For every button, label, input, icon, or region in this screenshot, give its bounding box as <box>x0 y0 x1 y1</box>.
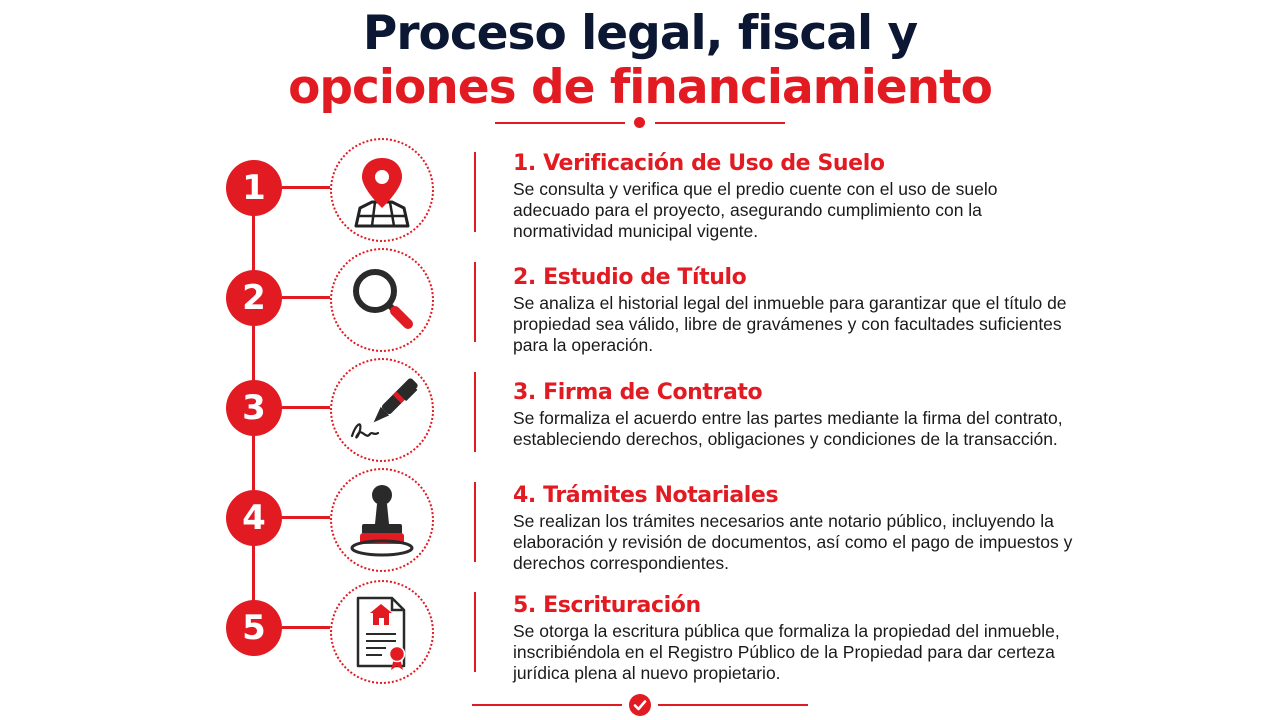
footer-divider-right <box>658 704 808 706</box>
step-text <box>513 264 1073 356</box>
step-text <box>513 482 1073 574</box>
step-description: Se consulta y verifica que el predio cuente con el uso de suelo adecuado para el proyecto, asegurando cumplimiento con la normatividad municipal vigente. <box>513 179 998 241</box>
step-icon-circle <box>330 138 434 242</box>
magnifying-glass-icon <box>342 260 422 340</box>
step-title: 3. Firma de Contrato <box>513 380 763 405</box>
step-accent-bar <box>474 592 476 672</box>
pen-signature-icon <box>342 370 422 450</box>
step-icon-circle <box>330 468 434 572</box>
step-title: 4. Trámites Notariales <box>513 483 779 508</box>
step-description: Se analiza el historial legal del inmueble para garantizar que el título de propiedad sea válido, libre de gravámenes y con facultades suficientes para la operación. <box>513 293 1067 355</box>
title-divider-left <box>495 122 625 124</box>
step-icon-circle <box>330 580 434 684</box>
step-number-badge: 1 <box>226 160 282 216</box>
step-accent-bar <box>474 372 476 452</box>
step-connector <box>282 406 330 409</box>
stamp-icon <box>342 480 422 560</box>
step-connector <box>282 186 330 189</box>
deed-document-icon <box>342 592 422 672</box>
step-number-badge: 2 <box>226 270 282 326</box>
step-title: 1. Verificación de Uso de Suelo <box>513 151 885 176</box>
title-divider-right <box>655 122 785 124</box>
step-accent-bar <box>474 262 476 342</box>
step-text <box>513 592 1073 684</box>
step-connector <box>282 516 330 519</box>
step-number-badge: 3 <box>226 380 282 436</box>
step-number-badge: 4 <box>226 490 282 546</box>
step-title: 2. Estudio de Título <box>513 265 747 290</box>
footer-divider-left <box>472 704 622 706</box>
step-connector <box>282 296 330 299</box>
step-connector <box>282 626 330 629</box>
step-number-badge: 5 <box>226 600 282 656</box>
step-accent-bar <box>474 152 476 232</box>
check-icon <box>629 694 651 716</box>
step-accent-bar <box>474 482 476 562</box>
step-icon-circle <box>330 248 434 352</box>
step-description: Se realizan los trámites necesarios ante notario público, incluyendo la elaboración y revisión de documentos, así como el pago de impuestos y derechos correspondientes. <box>513 511 1073 573</box>
page-title-line-1: Proceso legal, fiscal y <box>362 6 918 61</box>
title-divider-dot <box>634 117 645 128</box>
step-description: Se otorga la escritura pública que formaliza la propiedad del inmueble, inscribiéndola en el Registro Público de la Propiedad para dar certeza jurídica plena al nuevo propietario. <box>513 621 1060 683</box>
step-title: 5. Escrituración <box>513 593 701 618</box>
map-pin-icon <box>342 150 422 230</box>
step-text <box>513 150 1073 242</box>
page-title-line-2: opciones de financiamiento <box>288 60 992 115</box>
step-icon-circle <box>330 358 434 462</box>
step-description: Se formaliza el acuerdo entre las partes mediante la firma del contrato, estableciendo derechos, obligaciones y condiciones de la transacción. <box>513 408 1063 449</box>
step-text <box>513 379 1073 450</box>
